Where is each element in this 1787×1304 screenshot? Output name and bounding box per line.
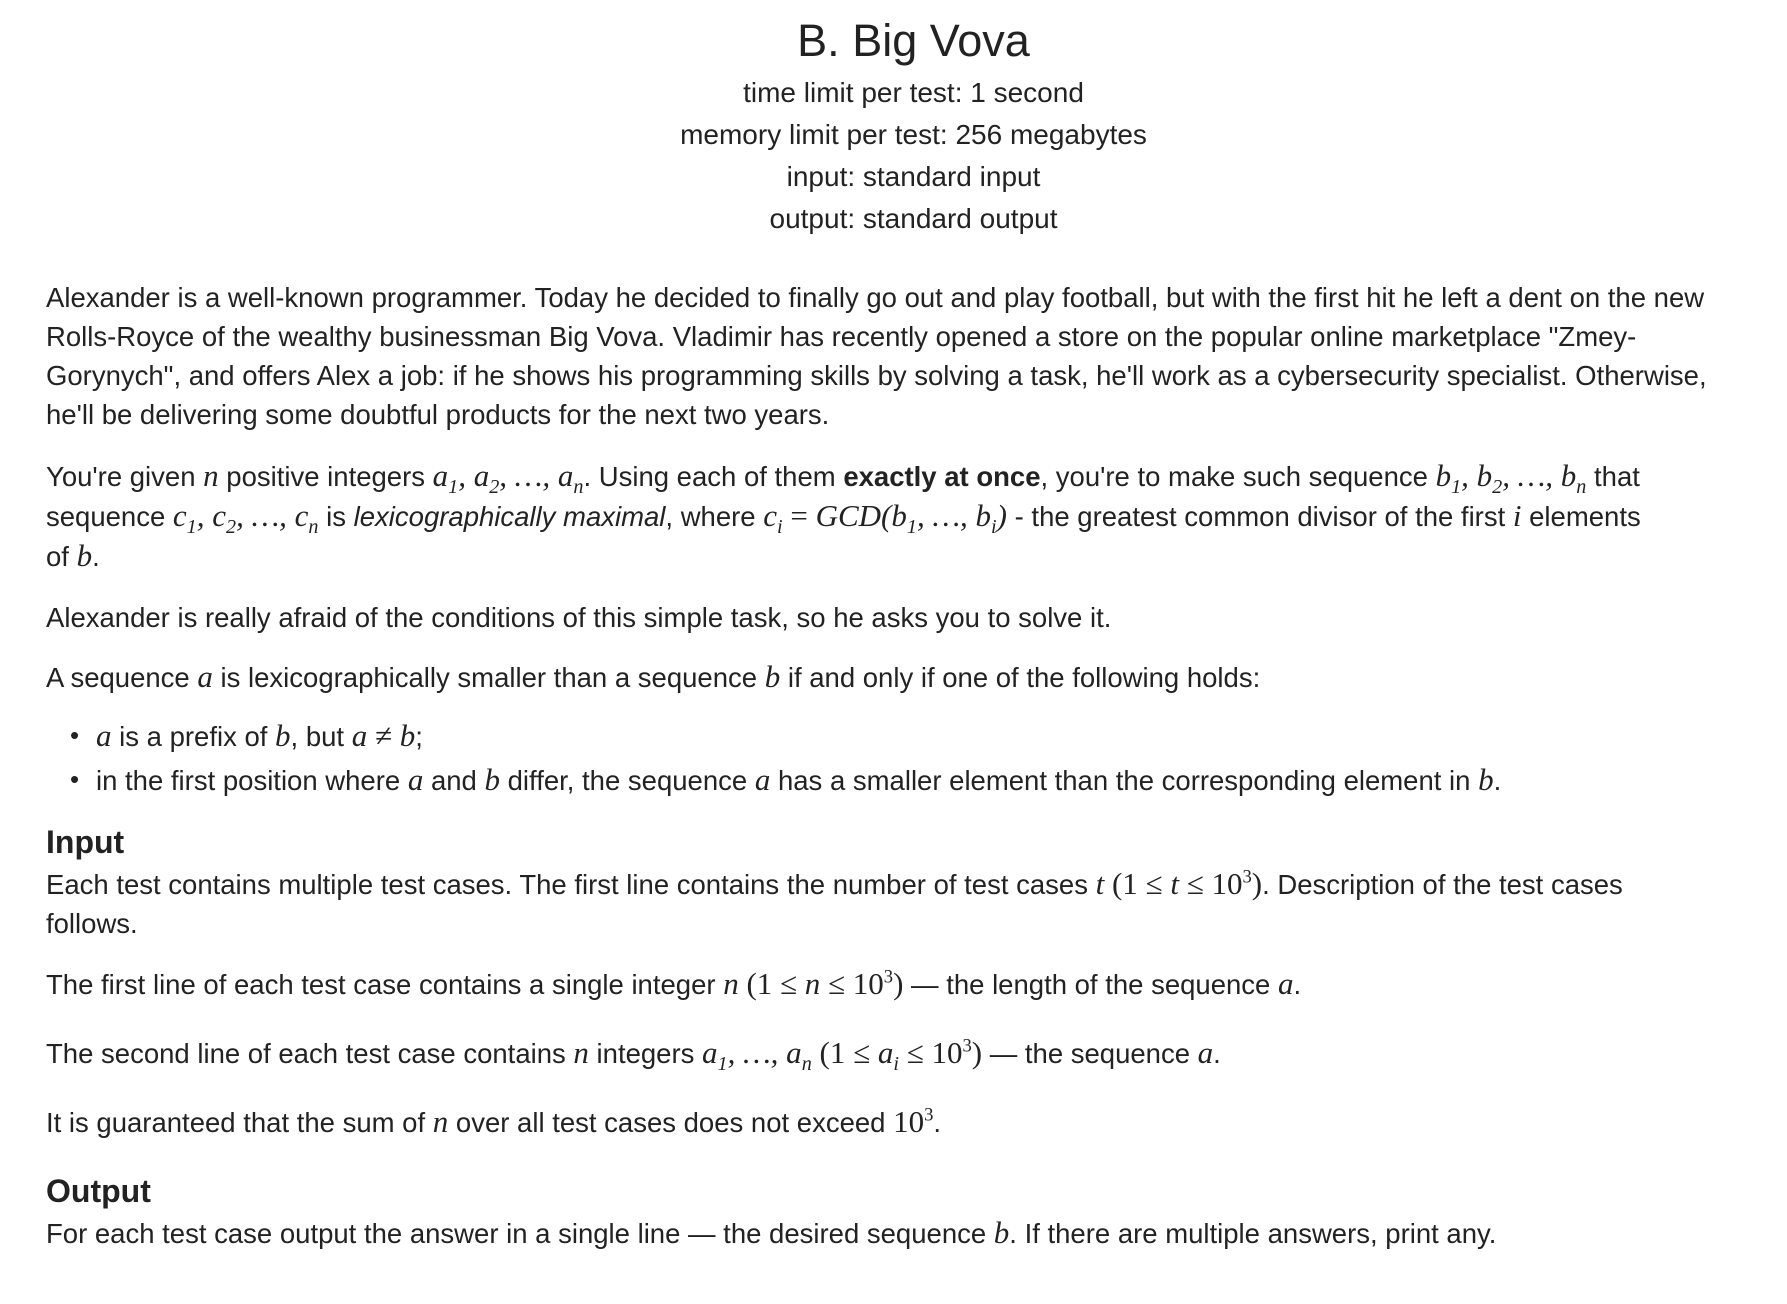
lex-conditions-list	[46, 716, 1781, 800]
formula: n $(1 \le n \le 10^3)$	[723, 966, 904, 1001]
problem-limits	[0, 72, 1787, 240]
list-item: • a is a prefix of b, but a ≠ b;	[46, 716, 1781, 756]
formula: a ≠ b	[351, 718, 416, 753]
formula: $c_i = GCD(b_1$, …, $b_i$)	[763, 498, 1007, 539]
formula: b	[275, 718, 291, 753]
problem-header	[0, 10, 1787, 240]
formula: b	[76, 538, 93, 573]
input-paragraph: It is guaranteed that the sum of n over all test cases does not exceed $10^3$.	[46, 1104, 942, 1139]
input-heading: Input	[46, 824, 125, 860]
formula: b	[1478, 762, 1494, 797]
formula: a	[1197, 1035, 1214, 1070]
statement-paragraph: You're given n positive integers $a_1$, $a_2$, …, $a_n$. Using each of them exactly at once, you're to make such sequence $b_1$, $b_2$, …, $b_n$ that sequence $c_1$, $c_2$, …, $c_n$ is lexicographically maximal, where $c_i = GCD(b_1$, …, $b_i$) - the greatest common divisor of the first i elements of b.	[46, 458, 1641, 573]
formula: $10^3$	[893, 1104, 934, 1139]
problem-title: B. Big Vova	[797, 15, 1030, 66]
afraid-paragraph: Alexander is really afraid of the conditions of this simple task, so he asks you to solve it.	[46, 602, 1112, 633]
input-file: input: standard input	[786, 161, 1041, 192]
story-line: he'll be delivering some doubtful products for the next two years.	[46, 399, 830, 430]
formula: a	[407, 762, 424, 797]
output-file: output: standard output	[769, 203, 1058, 234]
formula: n	[573, 1035, 589, 1070]
problem-statement	[46, 278, 1781, 1253]
story-line: Rolls-Royce of the wealthy businessman Big Vova. Vladimir has recently opened a store on the popular online marketplace "Zmey-	[46, 321, 1637, 352]
formula: n	[432, 1104, 449, 1139]
memory-limit: memory limit per test: 256 megabytes	[680, 119, 1147, 150]
list-item: • in the first position where a and b differ, the sequence a has a smaller element than the corresponding element in b.	[46, 760, 1781, 800]
formula: $a_1$, $a_2$, …, $a_n$	[432, 458, 584, 499]
formula: b	[764, 659, 781, 694]
italic-text: lexicographically maximal	[353, 501, 666, 532]
formula: a	[197, 659, 213, 694]
formula: b	[484, 762, 500, 797]
formula: t $(1 \le t \le 10^3)$	[1095, 866, 1263, 901]
story-line: Alexander is a well-known programmer. Today he decided to finally go out and play football, but with the first hit he left a dent on the new	[46, 282, 1705, 313]
formula: b	[993, 1215, 1010, 1250]
formula: n	[203, 458, 219, 493]
input-paragraph: Each test contains multiple test cases. The first line contains the number of test cases t $(1 \le t \le 10^3)$. Description of the test cases follows.	[46, 866, 1623, 939]
formula: a	[96, 718, 112, 753]
formula: i	[1512, 498, 1522, 533]
formula: a	[754, 762, 771, 797]
story-line: Gorynych", and offers Alex a job: if he shows his programming skills by solving a task, he'll work as a cybersecurity specialist. Otherwise,	[46, 360, 1707, 391]
time-limit: time limit per test: 1 second	[743, 77, 1084, 108]
input-paragraph: The first line of each test case contains a single integer n $(1 \le n \le 10^3)$ — the length of the sequence a.	[46, 966, 1302, 1001]
input-paragraph: The second line of each test case contains n integers $a_1$, …, $a_n$ $(1 \le a_i \le 10^3)$ — the sequence a.	[46, 1035, 1221, 1076]
output-paragraph: For each test case output the answer in a single line — the desired sequence b. If there are multiple answers, print any.	[46, 1215, 1497, 1250]
lex-definition: A sequence a is lexicographically smaller than a sequence b if and only if one of the following holds:	[46, 659, 1261, 694]
formula: $c_1$, $c_2$, …, $c_n$	[172, 498, 319, 539]
formula: a	[1278, 966, 1294, 1001]
formula: $b_1$, $b_2$, …, $b_n$	[1435, 458, 1587, 499]
bold-text: exactly at once	[843, 461, 1041, 492]
story-paragraph	[46, 278, 1781, 434]
output-heading: Output	[46, 1173, 151, 1209]
formula: $a_1$, …, $a_n$ $(1 \le a_i \le 10^3)$	[702, 1035, 983, 1076]
